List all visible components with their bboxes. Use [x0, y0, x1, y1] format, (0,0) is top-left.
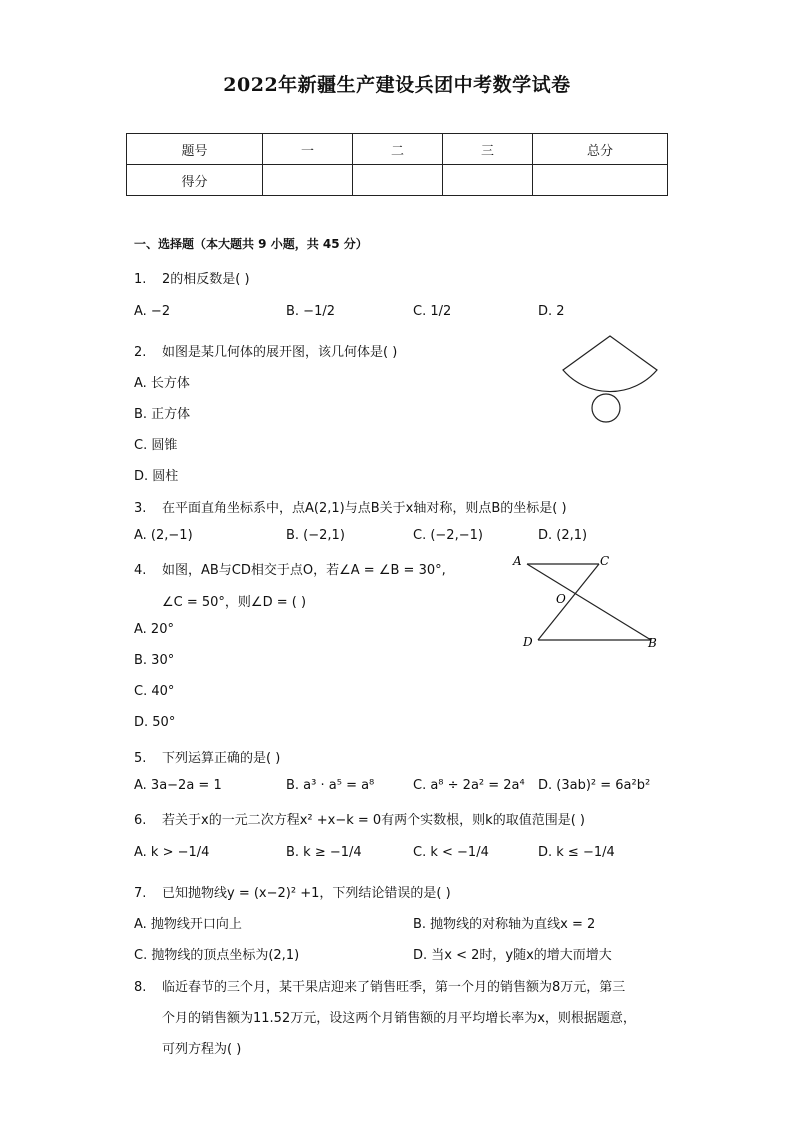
question-text: 2的相反数是( ) — [162, 272, 250, 287]
option-d[interactable]: D. 2 — [538, 304, 565, 319]
option-a[interactable]: A. 20° — [134, 622, 174, 637]
option-c[interactable]: C. 抛物线的顶点坐标为(2,1) — [134, 948, 300, 963]
question-number: 5. — [134, 751, 147, 766]
score-cell[interactable] — [533, 165, 668, 196]
option-c[interactable]: C. 1/2 — [413, 304, 452, 319]
score-cell[interactable] — [263, 165, 353, 196]
option-c[interactable]: C. 圆锥 — [134, 438, 178, 453]
question-text: 如图，AB与CD相交于点O，若∠A = ∠B = 30°, — [162, 563, 446, 578]
option-d[interactable]: D. 50° — [134, 715, 176, 730]
question-text: 下列运算正确的是( ) — [162, 751, 281, 766]
option-d[interactable]: D. (3ab)² = 6a²b² — [538, 778, 651, 793]
option-b[interactable]: B. (−2,1) — [286, 528, 345, 543]
score-row-label: 得分 — [127, 165, 263, 196]
question-8-line-3: 可列方程为( ) — [162, 1042, 242, 1057]
label-d: D — [523, 635, 533, 649]
page-title: 2022年新疆生产建设兵团中考数学试卷 — [223, 74, 571, 96]
question-number: 1. — [134, 272, 147, 287]
option-d[interactable]: D. 圆柱 — [134, 469, 179, 484]
question-number: 7. — [134, 886, 147, 901]
question-8-line-2: 个月的销售额为11.52万元，设这两个月销售额的月平均增长率为x，则根据题意， — [162, 1011, 636, 1026]
option-d[interactable]: D. (2,1) — [538, 528, 588, 543]
score-header-cell: 一 — [263, 134, 353, 165]
question-text: 在平面直角坐标系中，点A(2,1)与点B关于x轴对称，则点B的坐标是( ) — [162, 501, 567, 516]
option-b[interactable]: B. 抛物线的对称轴为直线x = 2 — [413, 917, 596, 932]
score-table-header-row — [127, 134, 668, 165]
score-table-score-row — [127, 165, 668, 196]
question-4 — [134, 559, 446, 578]
question-number: 2. — [134, 345, 147, 360]
option-a[interactable]: A. k > −1/4 — [134, 845, 210, 860]
base-circle — [592, 394, 620, 422]
question-text: 如图是某几何体的展开图，该几何体是( ) — [162, 345, 398, 360]
score-header-cell: 三 — [443, 134, 533, 165]
label-a: A — [513, 554, 522, 568]
question-2 — [134, 341, 397, 360]
option-c[interactable]: C. (−2,−1) — [413, 528, 483, 543]
section-heading: 一、选择题（本大题共 9 小题，共 45 分） — [134, 237, 368, 251]
cone-net-figure — [555, 330, 665, 426]
score-cell[interactable] — [443, 165, 533, 196]
option-c[interactable]: C. k < −1/4 — [413, 845, 489, 860]
question-8 — [134, 976, 625, 995]
question-number: 3. — [134, 501, 147, 516]
option-d[interactable]: D. k ≤ −1/4 — [538, 845, 615, 860]
option-b[interactable]: B. 30° — [134, 653, 175, 668]
option-b[interactable]: B. −1/2 — [286, 304, 335, 319]
option-c[interactable]: C. 40° — [134, 684, 175, 699]
option-c[interactable]: C. a⁸ ÷ 2a² = 2a⁴ — [413, 778, 525, 793]
option-d[interactable]: D. 当x < 2时，y随x的增大而增大 — [413, 948, 612, 963]
question-number: 4. — [134, 563, 147, 578]
score-header-cell: 题号 — [127, 134, 263, 165]
question-text: 已知抛物线y = (x−2)² +1，下列结论错误的是( ) — [162, 886, 451, 901]
intersecting-lines-figure — [505, 548, 670, 653]
question-text: 临近春节的三个月，某干果店迎来了销售旺季，第一个月的销售额为8万元，第三 — [162, 980, 626, 995]
label-c: C — [600, 554, 610, 568]
option-a[interactable]: A. −2 — [134, 304, 171, 319]
sector-shape — [563, 336, 657, 392]
question-number: 8. — [134, 980, 147, 995]
segment-ab — [527, 564, 651, 640]
question-3 — [134, 497, 567, 516]
question-7 — [134, 882, 451, 901]
option-b[interactable]: B. 正方体 — [134, 407, 191, 422]
question-number: 6. — [134, 813, 147, 828]
label-b: B — [648, 636, 657, 650]
score-cell[interactable] — [353, 165, 443, 196]
label-o: O — [556, 592, 566, 606]
question-5 — [134, 747, 280, 766]
option-a[interactable]: A. 抛物线开口向上 — [134, 917, 242, 932]
option-a[interactable]: A. 长方体 — [134, 376, 190, 391]
question-4-line-2: ∠C = 50°，则∠D = ( ) — [162, 595, 307, 610]
option-a[interactable]: A. (2,−1) — [134, 528, 193, 543]
score-table — [126, 133, 668, 196]
question-1 — [134, 268, 250, 287]
option-b[interactable]: B. a³ · a⁵ = a⁸ — [286, 778, 375, 793]
score-header-cell: 二 — [353, 134, 443, 165]
question-text: 若关于x的一元二次方程x² +x−k = 0有两个实数根，则k的取值范围是( ) — [162, 813, 585, 828]
option-b[interactable]: B. k ≥ −1/4 — [286, 845, 362, 860]
question-6 — [134, 809, 585, 828]
score-header-cell: 总分 — [533, 134, 668, 165]
option-a[interactable]: A. 3a−2a = 1 — [134, 778, 222, 793]
